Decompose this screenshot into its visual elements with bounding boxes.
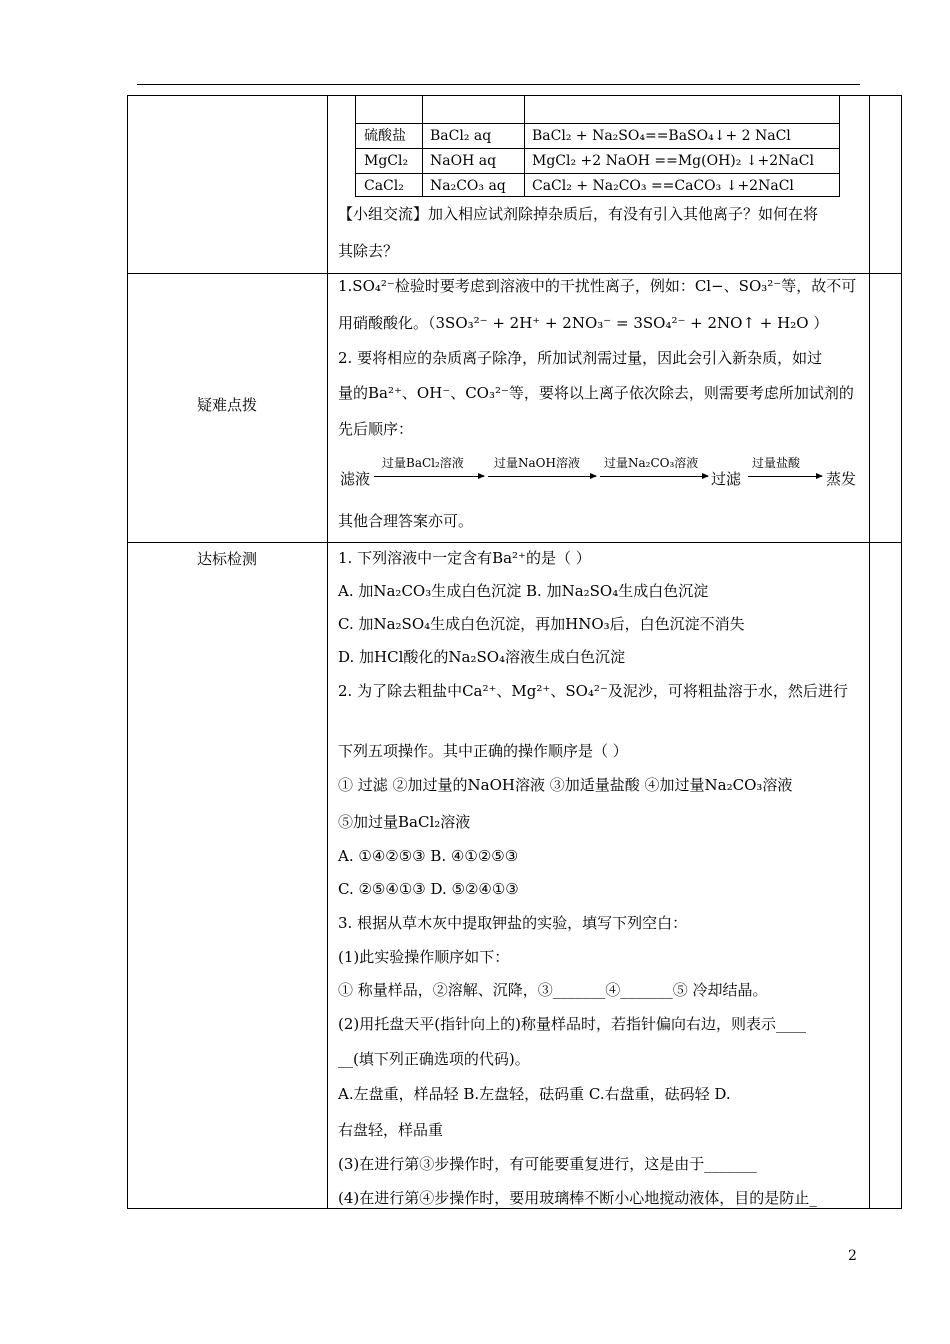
cell-reagent-bacl2: BaCl₂ aq (430, 128, 492, 144)
cell-impurity-sulfate: 硫酸盐 (364, 128, 406, 144)
group-talk-line-1: 【小组交流】加入相应试剂除掉杂质后，有没有引入其他离子？如何在将 (338, 205, 819, 223)
test-line-9: A. ①④②⑤③ B. ④①②⑤③ (338, 847, 519, 865)
cell-equation-mgoh2: MgCl₂ +2 NaOH ==Mg(OH)₂ ↓+2NaCl (532, 153, 814, 169)
difficulty-line-3: 2. 要将相应的杂质离子除净，所加试剂需过量，因此会引入新杂质，如过 (338, 349, 823, 367)
test-line-3: C. 加Na₂SO₄生成白色沉淀，再加HNO₃后，白色沉淀不消失 (338, 615, 745, 633)
column-divider-right (869, 96, 870, 1208)
column-divider-left (327, 96, 328, 1208)
test-line-6: 下列五项操作。其中正确的操作顺序是（ ） (338, 742, 628, 760)
flow-label-na2co3: 过量Na₂CO₃溶液 (604, 456, 699, 470)
cell-impurity-cacl2: CaCl₂ (364, 178, 404, 194)
flow-label-bacl2: 过量BaCl₂溶液 (382, 456, 464, 470)
header-rule (137, 84, 860, 85)
reagent-table (355, 96, 840, 197)
test-line-11: 3. 根据从草木灰中提取钾盐的实验，填写下列空白： (338, 914, 688, 932)
flow-node-evaporate: 蒸发 (826, 470, 857, 488)
test-line-15: __(填下列正确选项的代码)。 (338, 1050, 530, 1068)
flow-label-hcl: 过量盐酸 (752, 456, 801, 470)
flow-arrow-1 (374, 476, 484, 477)
cell-equation-caco3: CaCl₂ + Na₂CO₃ ==CaCO₃ ↓+2NaCl (532, 178, 794, 194)
test-line-16: A.左盘重，样品轻 B.左盘轻，砝码重 C.右盘重，砝码轻 D. (338, 1085, 731, 1103)
test-line-8: ⑤加过量BaCl₂溶液 (338, 813, 471, 831)
difficulty-line-5: 先后顺序： (338, 420, 414, 438)
group-talk-line-2: 其除去？ (338, 242, 399, 260)
difficulty-final-note: 其他合理答案亦可。 (338, 512, 474, 530)
flow-node-filter: 过滤 (711, 470, 742, 488)
test-line-19: (4)在进行第④步操作时，要用玻璃棒不断小心地搅动液体，目的是防止_ (338, 1189, 817, 1207)
flow-arrow-4 (748, 476, 822, 477)
row-divider-1 (128, 273, 901, 274)
cell-equation-baso4: BaCl₂ + Na₂SO₄==BaSO₄↓+ 2 NaCl (532, 128, 791, 144)
flow-label-naoh: 过量NaOH溶液 (494, 456, 580, 470)
page-number: 2 (848, 1248, 857, 1264)
difficulty-line-1: 1.SO₄²⁻检验时要考虑到溶液中的干扰性离子，例如：Cl−、SO₃²⁻等，故不可 (338, 277, 857, 295)
difficulty-line-4: 量的Ba²⁺、OH⁻、CO₃²⁻等，要将以上离子依次除去，则需要考虑所加试剂的 (338, 384, 854, 402)
test-line-13: ① 称量样品，②溶解、沉降，③_______④_______⑤ 冷却结晶。 (338, 981, 768, 999)
reagent-flow-diagram (338, 452, 868, 492)
section-label-difficulty: 疑难点拨 (196, 396, 257, 414)
cell-reagent-naoh: NaOH aq (430, 153, 497, 169)
cell-impurity-mgcl2: MgCl₂ (364, 153, 409, 169)
flow-arrow-3 (600, 476, 708, 477)
test-line-14: (2)用托盘天平(指针向上的)称量样品时，若指针偏向右边，则表示____ (338, 1015, 806, 1033)
test-line-12: (1)此实验操作顺序如下： (338, 948, 510, 966)
section-label-test: 达标检测 (196, 550, 257, 568)
test-line-1: 1. 下列溶液中一定含有Ba²⁺的是（ ） (338, 549, 591, 567)
flow-arrow-2 (488, 476, 596, 477)
row-divider-2 (128, 542, 901, 543)
worksheet-table (127, 95, 902, 1209)
cell-reagent-na2co3: Na₂CO₃ aq (430, 178, 506, 194)
test-line-10: C. ②⑤④①③ D. ⑤②④①③ (338, 880, 519, 898)
test-line-4: D. 加HCl酸化的Na₂SO₄溶液生成白色沉淀 (338, 648, 626, 666)
test-line-5: 2. 为了除去粗盐中Ca²⁺、Mg²⁺、SO₄²⁻及泥沙，可将粗盐溶于水，然后进行 (338, 682, 848, 700)
test-line-18: (3)在进行第③步操作时，有可能要重复进行，这是由于_______ (338, 1155, 757, 1173)
test-line-2: A. 加Na₂CO₃生成白色沉淀 B. 加Na₂SO₄生成白色沉淀 (338, 582, 709, 600)
test-line-17: 右盘轻，样品重 (338, 1121, 444, 1139)
flow-node-filtrate: 滤液 (340, 470, 371, 488)
difficulty-line-2: 用硝酸酸化。（3SO₃²⁻ + 2H⁺ + 2NO₃⁻ = 3SO₄²⁻ + 2NO↑ + H₂O ） (338, 314, 829, 332)
test-line-7: ① 过滤 ②加过量的NaOH溶液 ③加适量盐酸 ④加过量Na₂CO₃溶液 (338, 776, 793, 794)
